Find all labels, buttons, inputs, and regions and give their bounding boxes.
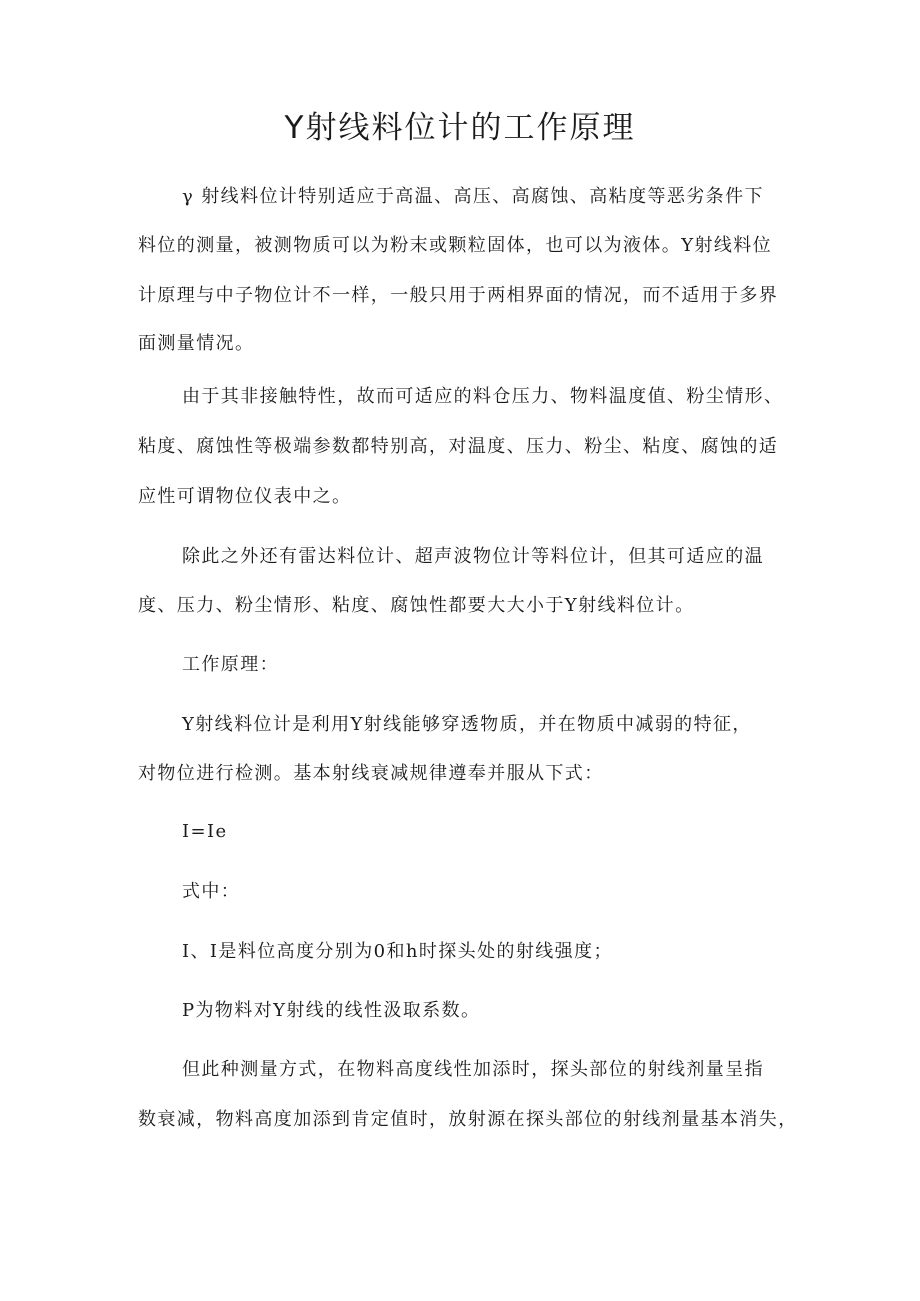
formula: I=Ie xyxy=(182,821,228,842)
paragraph-2-line-1: 由于其非接触特性，故而可适应的料仓压力、物料温度值、粉尘情形、 xyxy=(182,386,784,407)
formula-legend-label: 式中： xyxy=(182,881,241,902)
paragraph-1-line-4: 面测量情况。 xyxy=(138,333,255,354)
formula-legend-coefficient: P为物料对Y射线的线性汲取系数。 xyxy=(182,1000,481,1021)
paragraph-2-line-3: 应性可谓物位仪表中之。 xyxy=(138,486,352,507)
paragraph-3-line-2: 度、压力、粉尘情形、粘度、腐蚀性都要大大小于Y射线料位计。 xyxy=(138,595,695,616)
paragraph-2-line-2: 粘度、腐蚀性等极端参数都特别高，对温度、压力、粉尘、粘度、腐蚀的适 xyxy=(138,436,779,457)
paragraph-1-line-1: γ 射线料位计特别适应于高温、高压、高腐蚀、高粘度等恶劣条件下 xyxy=(182,186,764,207)
paragraph-3-line-1: 除此之外还有雷达料位计、超声波物位计等料位计，但其可适应的温 xyxy=(182,546,764,567)
paragraph-4-line-1: Y射线料位计是利用Y射线能够穿透物质，并在物质中减弱的特征， xyxy=(182,714,752,735)
paragraph-1-line-2: 料位的测量，被测物质可以为粉末或颗粒固体，也可以为液体。Y射线料位 xyxy=(138,235,773,256)
section-heading: 工作原理： xyxy=(182,654,279,675)
paragraph-5-line-2: 数衰减，物料高度加添到肯定值时，放射源在探头部位的射线剂量基本消失， xyxy=(138,1109,798,1130)
paragraph-4-line-2: 对物位进行检测。基本射线衰减规律遵奉并服从下式： xyxy=(138,763,604,784)
document-title: Y射线料位计的工作原理 xyxy=(284,110,636,146)
formula-legend-intensity: I、I是料位高度分别为0和h时探头处的射线强度； xyxy=(182,941,613,962)
paragraph-1-line-3: 计原理与中子物位计不一样，一般只用于两相界面的情况，而不适用于多界 xyxy=(138,285,779,306)
paragraph-5-line-1: 但此种测量方式，在物料高度线性加添时，探头部位的射线剂量呈指 xyxy=(182,1059,764,1080)
